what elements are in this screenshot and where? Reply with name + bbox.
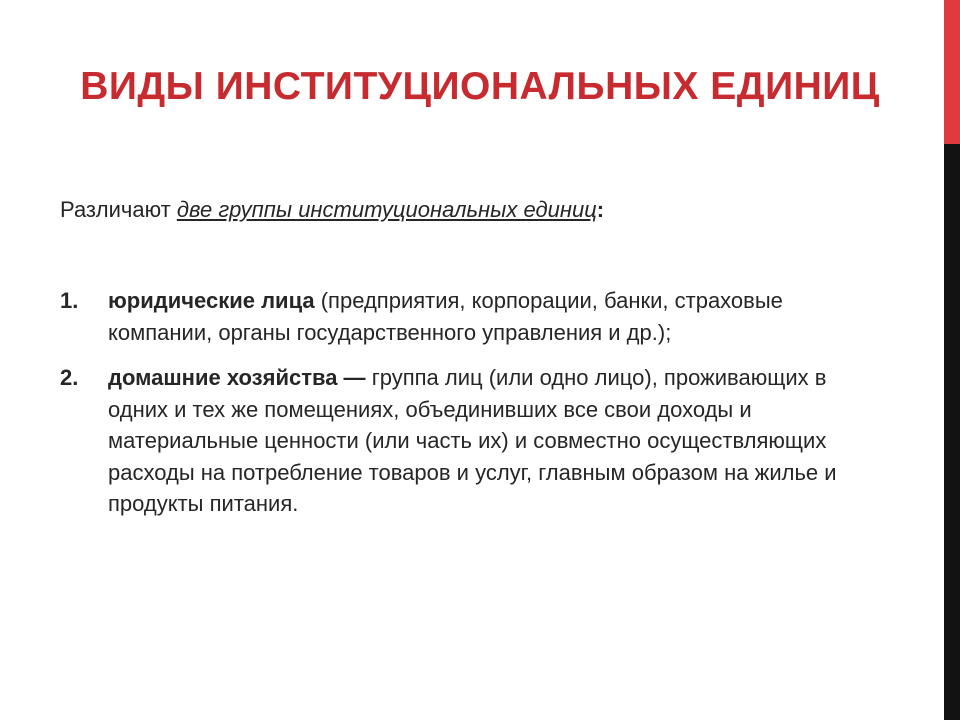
list-item-households: [60, 362, 860, 520]
accent-bar-black: [944, 144, 960, 720]
list-item-description: (предприятия, корпорации, банки, страховые компании, органы государственного управления и др.);: [108, 288, 783, 345]
units-list: [60, 285, 860, 520]
intro-suffix: :: [596, 197, 605, 222]
intro-paragraph: [60, 195, 880, 225]
slide-title: ВИДЫ ИНСТИТУЦИОНАЛЬНЫХ ЕДИНИЦ: [80, 65, 880, 108]
list-item-term: юридические лица: [108, 288, 315, 313]
list-item-description: группа лиц (или одно лицо), проживающих в одних и тех же помещениях, объединивших все свои доходы и материальные ценности (или часть их) и совместно осуществляющих расходы на потребление товаров и услуг, главным образом на жилье и продукты питания.: [108, 365, 837, 516]
list-item-number: 1.: [60, 288, 79, 313]
accent-bar-red: [944, 0, 960, 144]
list-item-number: 2.: [60, 365, 79, 390]
list-item-legal-entities: [60, 285, 860, 348]
list-item-term: домашние хозяйства —: [108, 365, 366, 390]
intro-emphasis: две группы институциональных единиц: [176, 197, 597, 222]
intro-prefix: Различают: [60, 197, 177, 222]
